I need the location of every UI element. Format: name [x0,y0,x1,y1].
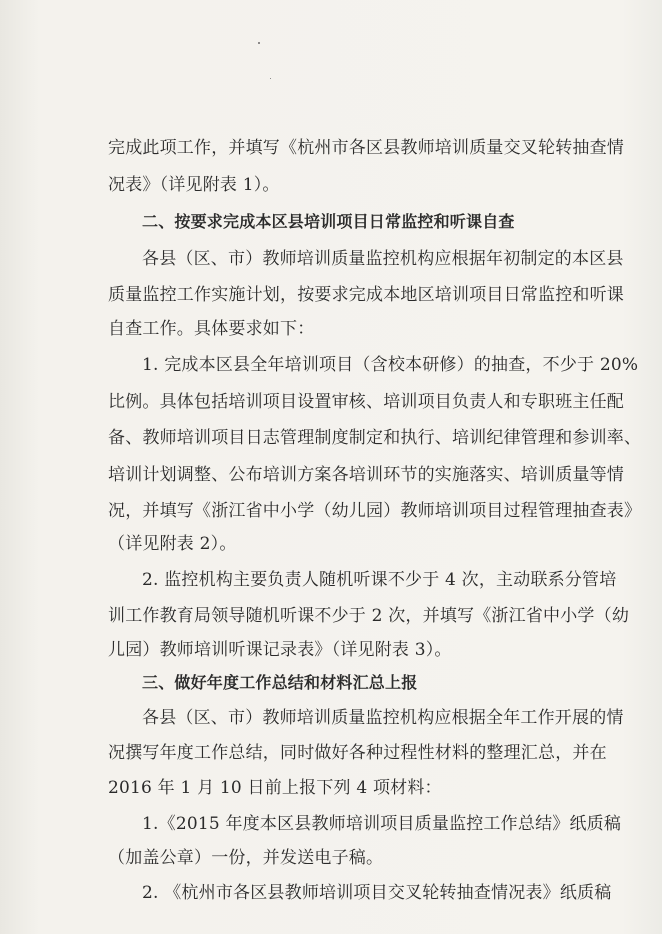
text-line: 比例。具体包括培训项目设置审核、培训项目负责人和专职班主任配 [108,392,624,412]
text-line: 各县（区、市）教师培训质量监控机构应根据年初制定的本区县 [142,249,624,269]
text-line: 儿园）教师培训听课记录表》（详见附表 3）。 [108,640,452,660]
text-line: 质量监控工作实施计划，按要求完成本地区培训项目日常监控和听课 [108,285,624,305]
text-line: 自查工作。具体要求如下： [108,319,315,339]
text-line: 2. 《杭州市各区县教师培训项目交叉轮转抽查情况表》纸质稿 [142,883,612,903]
text-line: 况表》（详见附表 1）。 [108,175,280,195]
text-line: 况，并填写《浙江省中小学（幼儿园）教师培训项目过程管理抽查表》 [108,501,642,521]
text-line: （加盖公章）一份，并发送电子稿。 [108,848,384,868]
text-line: 各县（区、市）教师培训质量监控机构应根据全年工作开展的情 [142,708,624,728]
section-heading: 三、做好年度工作总结和材料汇总上报 [142,673,418,692]
scan-speck [258,42,260,44]
text-line: 1.《2015 年度本区县教师培训项目质量监控工作总结》纸质稿 [142,814,622,834]
text-line: 培训计划调整、公布培训方案各培训环节的实施落实、培训质量等情 [108,465,624,485]
section-heading: 二、按要求完成本区县培训项目日常监控和听课自查 [142,212,515,231]
text-line: 备、教师培训项目日志管理制度制定和执行、培训纪律管理和参训率、 [108,428,642,448]
text-line: 训工作教育局领导随机听课不少于 2 次，并填写《浙江省中小学（幼 [108,606,630,626]
text-line: 完成此项工作，并填写《杭州市各区县教师培训质量交叉轮转抽查情 [108,138,624,158]
text-line: 2. 监控机构主要负责人随机听课不少于 4 次，主动联系分管培 [142,570,617,590]
text-line: 况撰写年度工作总结，同时做好各种过程性材料的整理汇总，并在 [108,743,607,763]
text-line: （详见附表 2）。 [108,534,237,554]
text-line: 2016 年 1 月 10 日前上报下列 4 项材料： [108,778,442,798]
text-line: 1. 完成本区县全年培训项目（含校本研修）的抽查，不少于 20% [142,355,639,375]
scan-speck [270,78,271,79]
